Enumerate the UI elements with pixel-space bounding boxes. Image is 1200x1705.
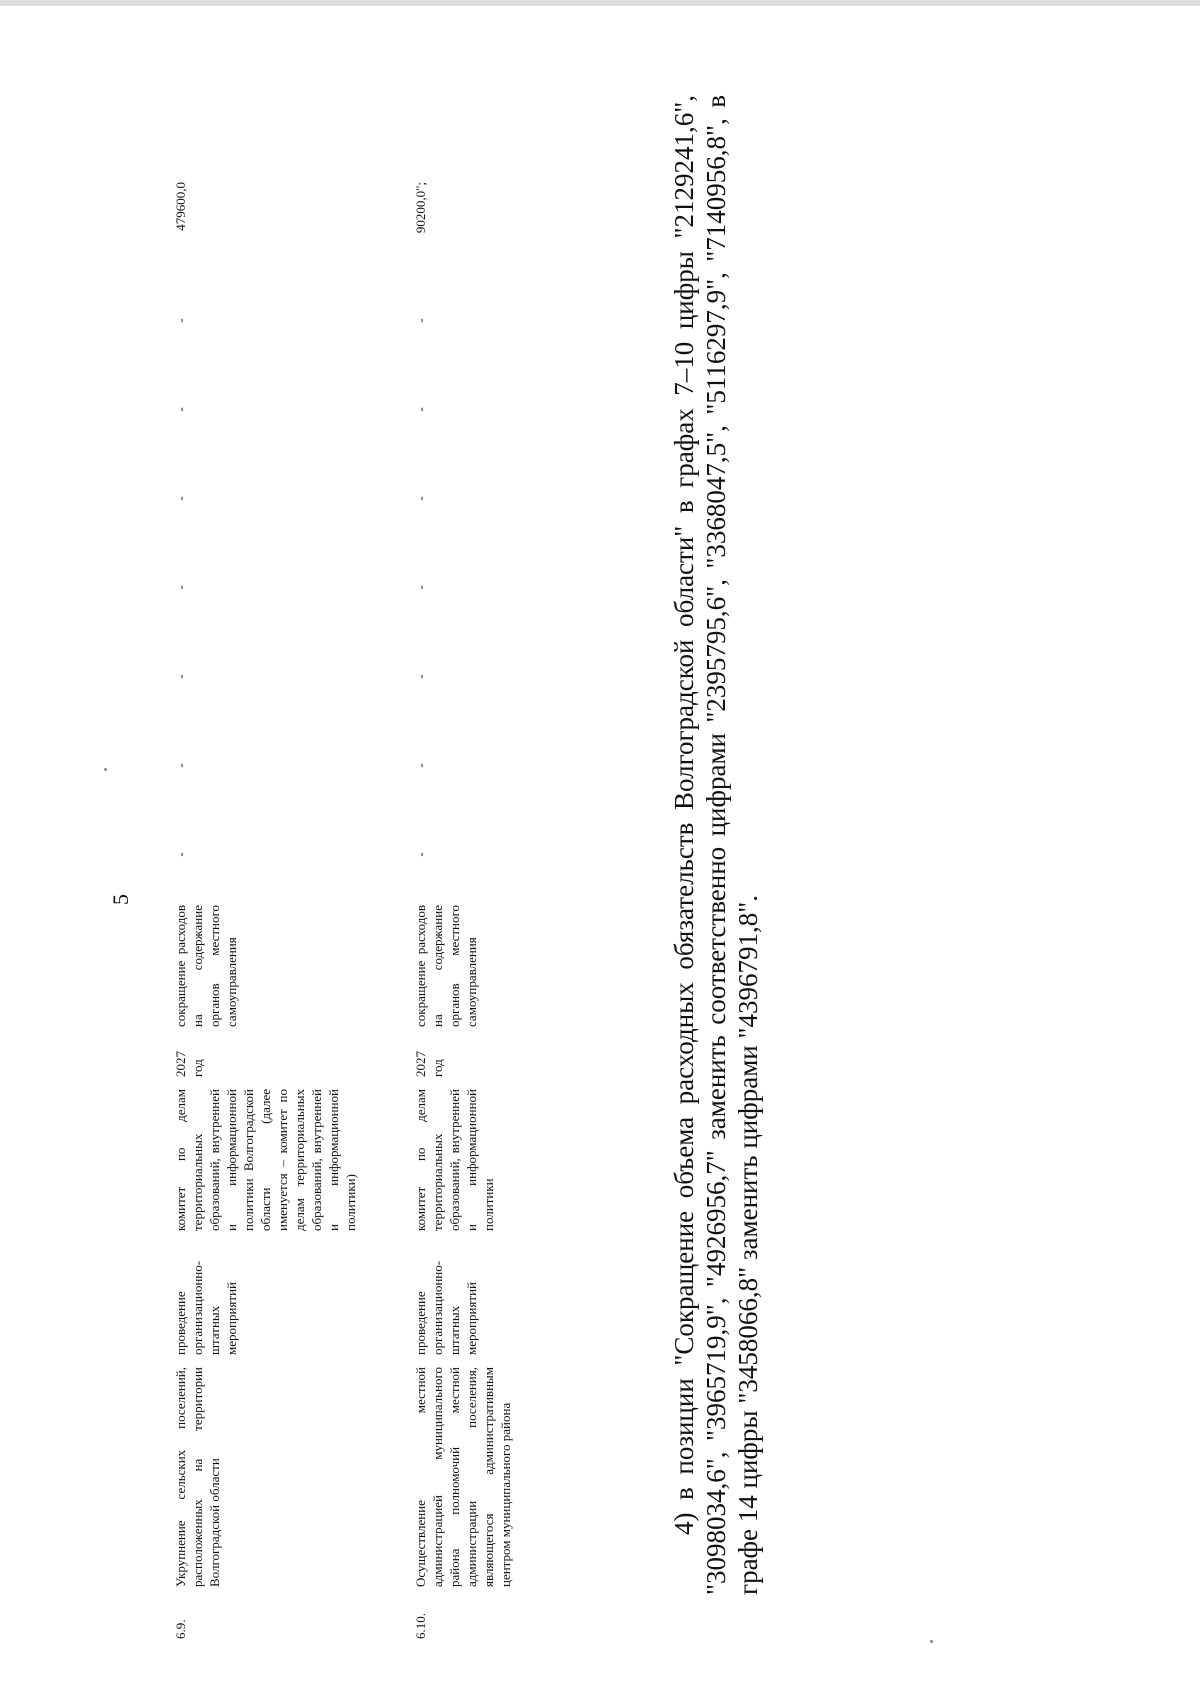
measure-year: 2027 год	[413, 1051, 445, 1077]
measure-executor: комитет по делам территориальных образований, внутренней и информационной политики	[413, 1089, 496, 1231]
measure-activity: проведение организационно-штатных мероприятий	[413, 1260, 479, 1355]
measure-executor: комитет по делам территориальных образований, внутренней и информационной политики Волгоградской области (далее именуется – комитет по делам территориальных образований, внутренней и информационной политики)	[173, 1089, 358, 1231]
empty-value: -	[413, 318, 428, 323]
measure-year: 2027 год	[173, 1051, 205, 1077]
empty-value: -	[173, 496, 188, 501]
empty-value: -	[413, 674, 428, 679]
measure-result: сокращение расходов на содержание органов местного самоуправления	[173, 905, 239, 1027]
page-number: 5	[108, 894, 133, 905]
empty-value: -	[173, 852, 188, 857]
amendment-text: 4) в позиции "Сокращение объема расходных обязательств Волгоградской области" в графах 7–10 цифры "2129241,6", "3098034,6", "3965719,9", "4926956,7" заменить соответственно цифрами "2395795,6", "3368047,5", "5116297,9", "7140956,8", в графе 14 цифры "3458066,8" заменить цифрами "4396791,8".	[669, 95, 763, 1595]
empty-value: -	[413, 407, 428, 412]
total-value: 479600,0	[173, 182, 188, 231]
row-number: 6.10.	[413, 1613, 428, 1639]
table-row	[412, 176, 652, 1645]
table-row	[172, 176, 412, 1645]
measures-table	[172, 176, 652, 1645]
empty-value: -	[173, 407, 188, 412]
measure-result: сокращение расходов на содержание органов местного самоуправления	[413, 905, 479, 1027]
row-number: 6.9.	[173, 1619, 188, 1639]
empty-value: -	[173, 674, 188, 679]
empty-value: -	[173, 763, 188, 768]
empty-value: -	[413, 496, 428, 501]
total-value: 90200,0";	[413, 182, 428, 234]
measure-activity: проведение организационно-штатных мероприятий	[173, 1260, 239, 1355]
empty-value: -	[413, 585, 428, 590]
measure-name: Укрупнение сельских поселений, расположенных на территории Волгоградской области	[173, 1367, 222, 1587]
empty-value: -	[413, 763, 428, 768]
measure-name: Осуществление местной администрацией муниципального района полномочий местной администрации поселения, являющегося административным центром муниципального района	[413, 1367, 513, 1587]
amendment-paragraph	[668, 95, 764, 1595]
empty-value: -	[173, 318, 188, 323]
empty-value: -	[173, 585, 188, 590]
empty-value: -	[413, 852, 428, 857]
